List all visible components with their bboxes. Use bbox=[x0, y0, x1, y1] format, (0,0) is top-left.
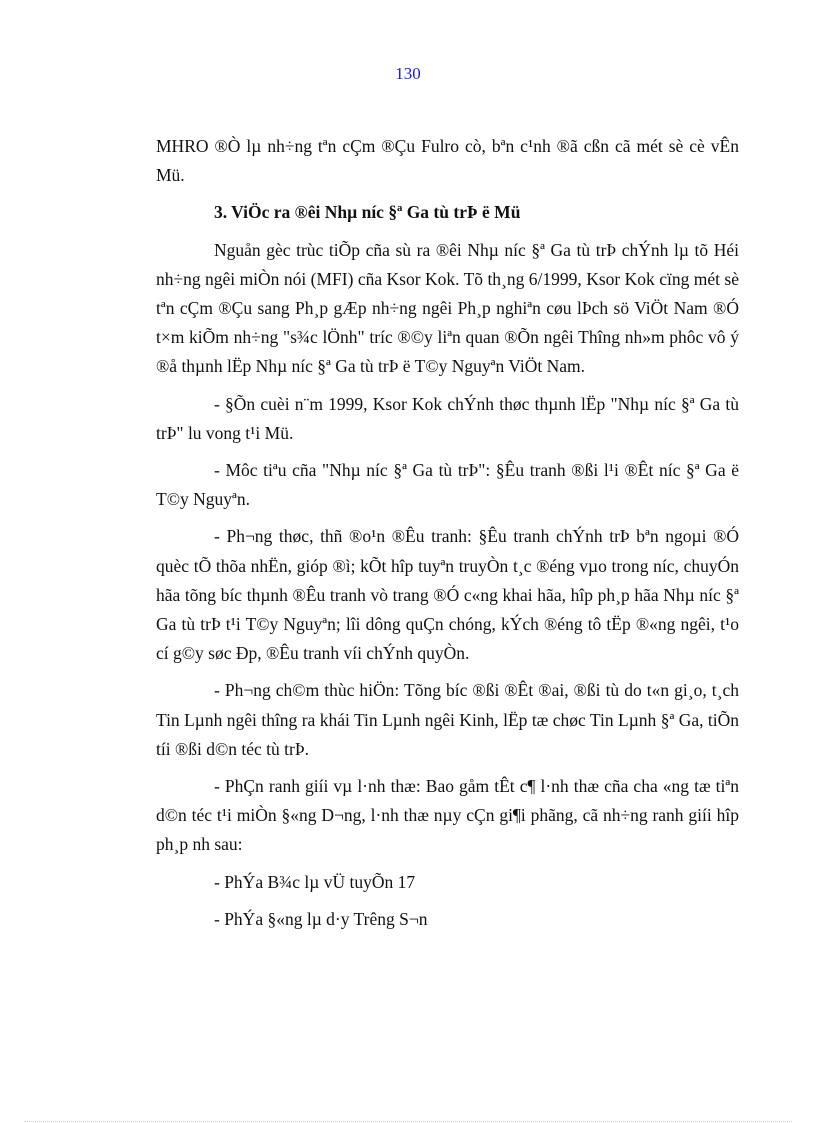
paragraph-goal: - Môc tiªu cña "Nhµ níc §ª Ga tù trÞ": §Êu tranh ®ßi l¹i ®Êt níc §ª Ga ë T©y Nguyªn. bbox=[156, 460, 739, 510]
paragraph-territory: - PhÇn ranh giíi vµ l·nh thæ: Bao gåm tÊt c¶ l·nh thæ cña cha «ng tæ tiªn d©n téc t¹i miÒn §«ng D¬ng, l·nh thæ nµy cÇn gi¶i phãng, cã nh÷ng ranh giíi hîp ph¸p nh sau: bbox=[156, 776, 739, 855]
paragraph-methods: - Ph¬ng thøc, thñ ®o¹n ®Êu tranh: §Êu tranh chÝnh trÞ bªn ngoµi ®Ó quèc tÕ thõa nhËn, gióp ®ì; kÕt hîp tuyªn truyÒn t¸c ®éng vµo trong níc, chuyÓn hãa tõng bíc thµnh ®Êu tranh vò trang ®Ó c«ng khai hãa, hîp ph¸p hãa Nhµ níc §ª Ga tù trÞ t¹i T©y Nguyªn; lîi dông quÇn chóng, kÝch ®éng tô tËp ®«ng ngêi, t¹o cí g©y søc Ðp, ®Êu tranh víi chÝnh quyÒn. bbox=[156, 526, 739, 664]
paragraph-origin: Nguån gèc trùc tiÕp cña sù ra ®êi Nhµ níc §ª Ga tù trÞ chÝnh lµ tõ Héi nh÷ng ngêi miÒn nói (MFI) cña Ksor Kok. Tõ th¸ng 6/1999, Ksor Kok cïng mét sè tªn cÇm ®Çu sang Ph¸p gÆp nh÷ng ngêi Ph¸p nghiªn cøu lÞch sö ViÖt Nam ®Ó t×m kiÕm nh÷ng "s¾c lÖnh" tríc ®©y liªn quan ®Õn ngêi Thîng nh»m phôc vô ý ®å thµnh lËp Nhµ níc §ª Ga tù trÞ ë T©y Nguyªn ViÖt Nam. bbox=[156, 239, 739, 377]
list-item-north: - PhÝa B¾c lµ vÜ tuyÕn 17 bbox=[214, 871, 416, 892]
paragraph-intro: MHRO ®Ò lµ nh÷ng tªn cÇm ®Çu Fulro cò, bªn c¹nh ®ã cßn cã mét sè cè vÊn Mü. bbox=[156, 136, 739, 186]
section-heading: 3. ViÖc ra ®êi Nhµ níc §ª Ga tù trÞ ë Mü bbox=[214, 202, 521, 223]
page-bottom-divider bbox=[24, 1121, 792, 1122]
body-text bbox=[156, 132, 739, 934]
paragraph-motto: - Ph¬ng ch©m thùc hiÖn: Tõng bíc ®ßi ®Êt ®ai, ®ßi tù do t«n gi¸o, t¸ch Tin Lµnh ngêi thîng ra khái Tin Lµnh ngêi Kinh, lËp tæ chøc Tin Lµnh §ª Ga, tiÕn tíi ®ßi d©n téc tù trÞ. bbox=[156, 680, 739, 759]
page-number: 130 bbox=[395, 64, 421, 83]
list-item-east: - PhÝa §«ng lµ d·y Trêng S¬n bbox=[214, 908, 428, 929]
paragraph-founding: - §Õn cuèi n¨m 1999, Ksor Kok chÝnh thøc thµnh lËp "Nhµ níc §ª Ga tù trÞ" lu vong t¹i Mü. bbox=[156, 393, 739, 443]
